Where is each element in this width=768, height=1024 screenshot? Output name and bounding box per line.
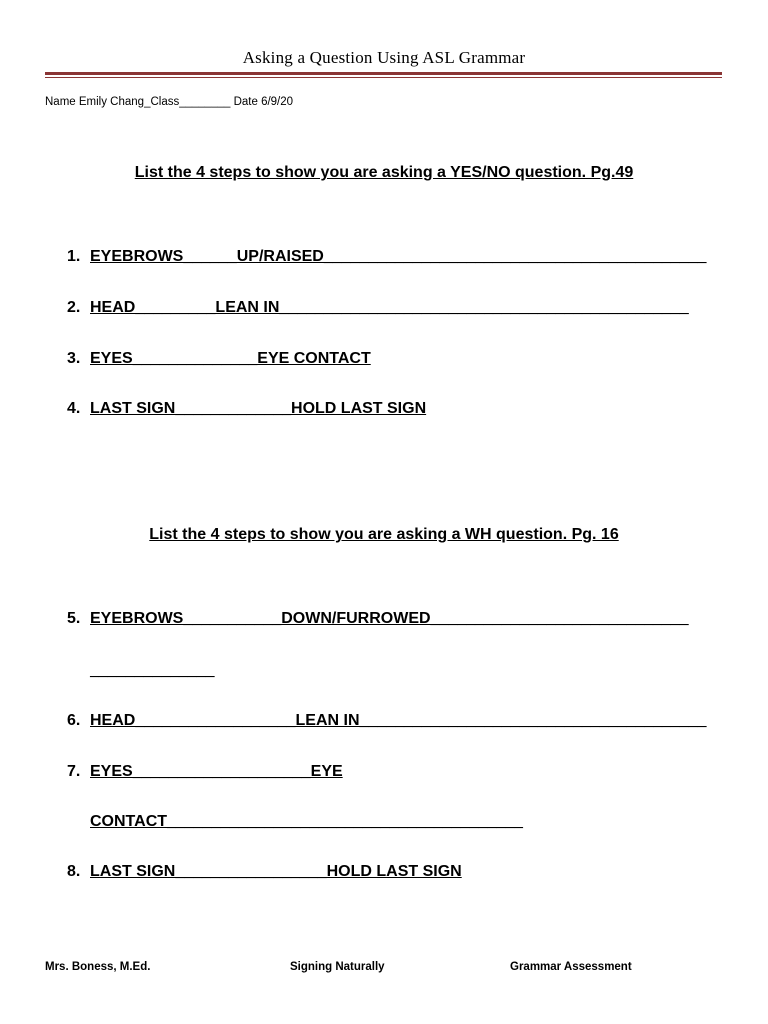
footer-author: Mrs. Boness, M.Ed. — [45, 961, 151, 973]
step-7-continuation: CONTACT________________________________________ — [90, 813, 523, 830]
step-4 — [67, 400, 426, 418]
step-answer: HEAD__________________LEAN IN_______________________________________ — [90, 712, 707, 729]
step-number: 6. — [67, 712, 81, 729]
yes-no-section-heading: List the 4 steps to show you are asking a YES/NO question. Pg.49 — [134, 164, 634, 181]
step-1 — [67, 248, 707, 266]
header-rule-thin — [45, 77, 722, 78]
step-number: 7. — [67, 763, 81, 780]
step-answer: LAST SIGN_____________HOLD LAST SIGN — [90, 400, 427, 417]
step-3 — [67, 350, 371, 368]
step-5-continuation: ______________ — [90, 662, 215, 679]
step-2 — [67, 299, 689, 317]
footer-curriculum: Signing Naturally — [290, 961, 385, 973]
step-8 — [67, 863, 462, 881]
step-answer: EYES______________EYE CONTACT — [90, 350, 371, 367]
step-number: 8. — [67, 863, 81, 880]
name-class-date-line: Name Emily Chang_Class________ Date 6/9/20 — [45, 96, 294, 108]
step-number: 3. — [67, 350, 81, 367]
step-number: 1. — [67, 248, 81, 265]
step-answer: HEAD_________LEAN IN______________________________________________ — [90, 299, 689, 316]
step-5 — [67, 610, 689, 628]
step-6 — [67, 712, 707, 730]
step-number: 2. — [67, 299, 81, 316]
step-answer: LAST SIGN_________________HOLD LAST SIGN — [90, 863, 462, 880]
step-answer: EYEBROWS______UP/RAISED___________________________________________ — [90, 248, 707, 265]
document-title: Asking a Question Using ASL Grammar — [242, 48, 526, 67]
step-number: 5. — [67, 610, 81, 627]
header-rule-thick — [45, 72, 722, 75]
step-answer: EYEBROWS___________DOWN/FURROWED_____________________________ — [90, 610, 689, 627]
footer-assessment: Grammar Assessment — [510, 961, 632, 973]
step-7 — [67, 763, 343, 781]
wh-section-heading: List the 4 steps to show you are asking a WH question. Pg. 16 — [149, 526, 619, 543]
step-number: 4. — [67, 400, 81, 417]
step-answer: EYES____________________EYE — [90, 763, 343, 780]
